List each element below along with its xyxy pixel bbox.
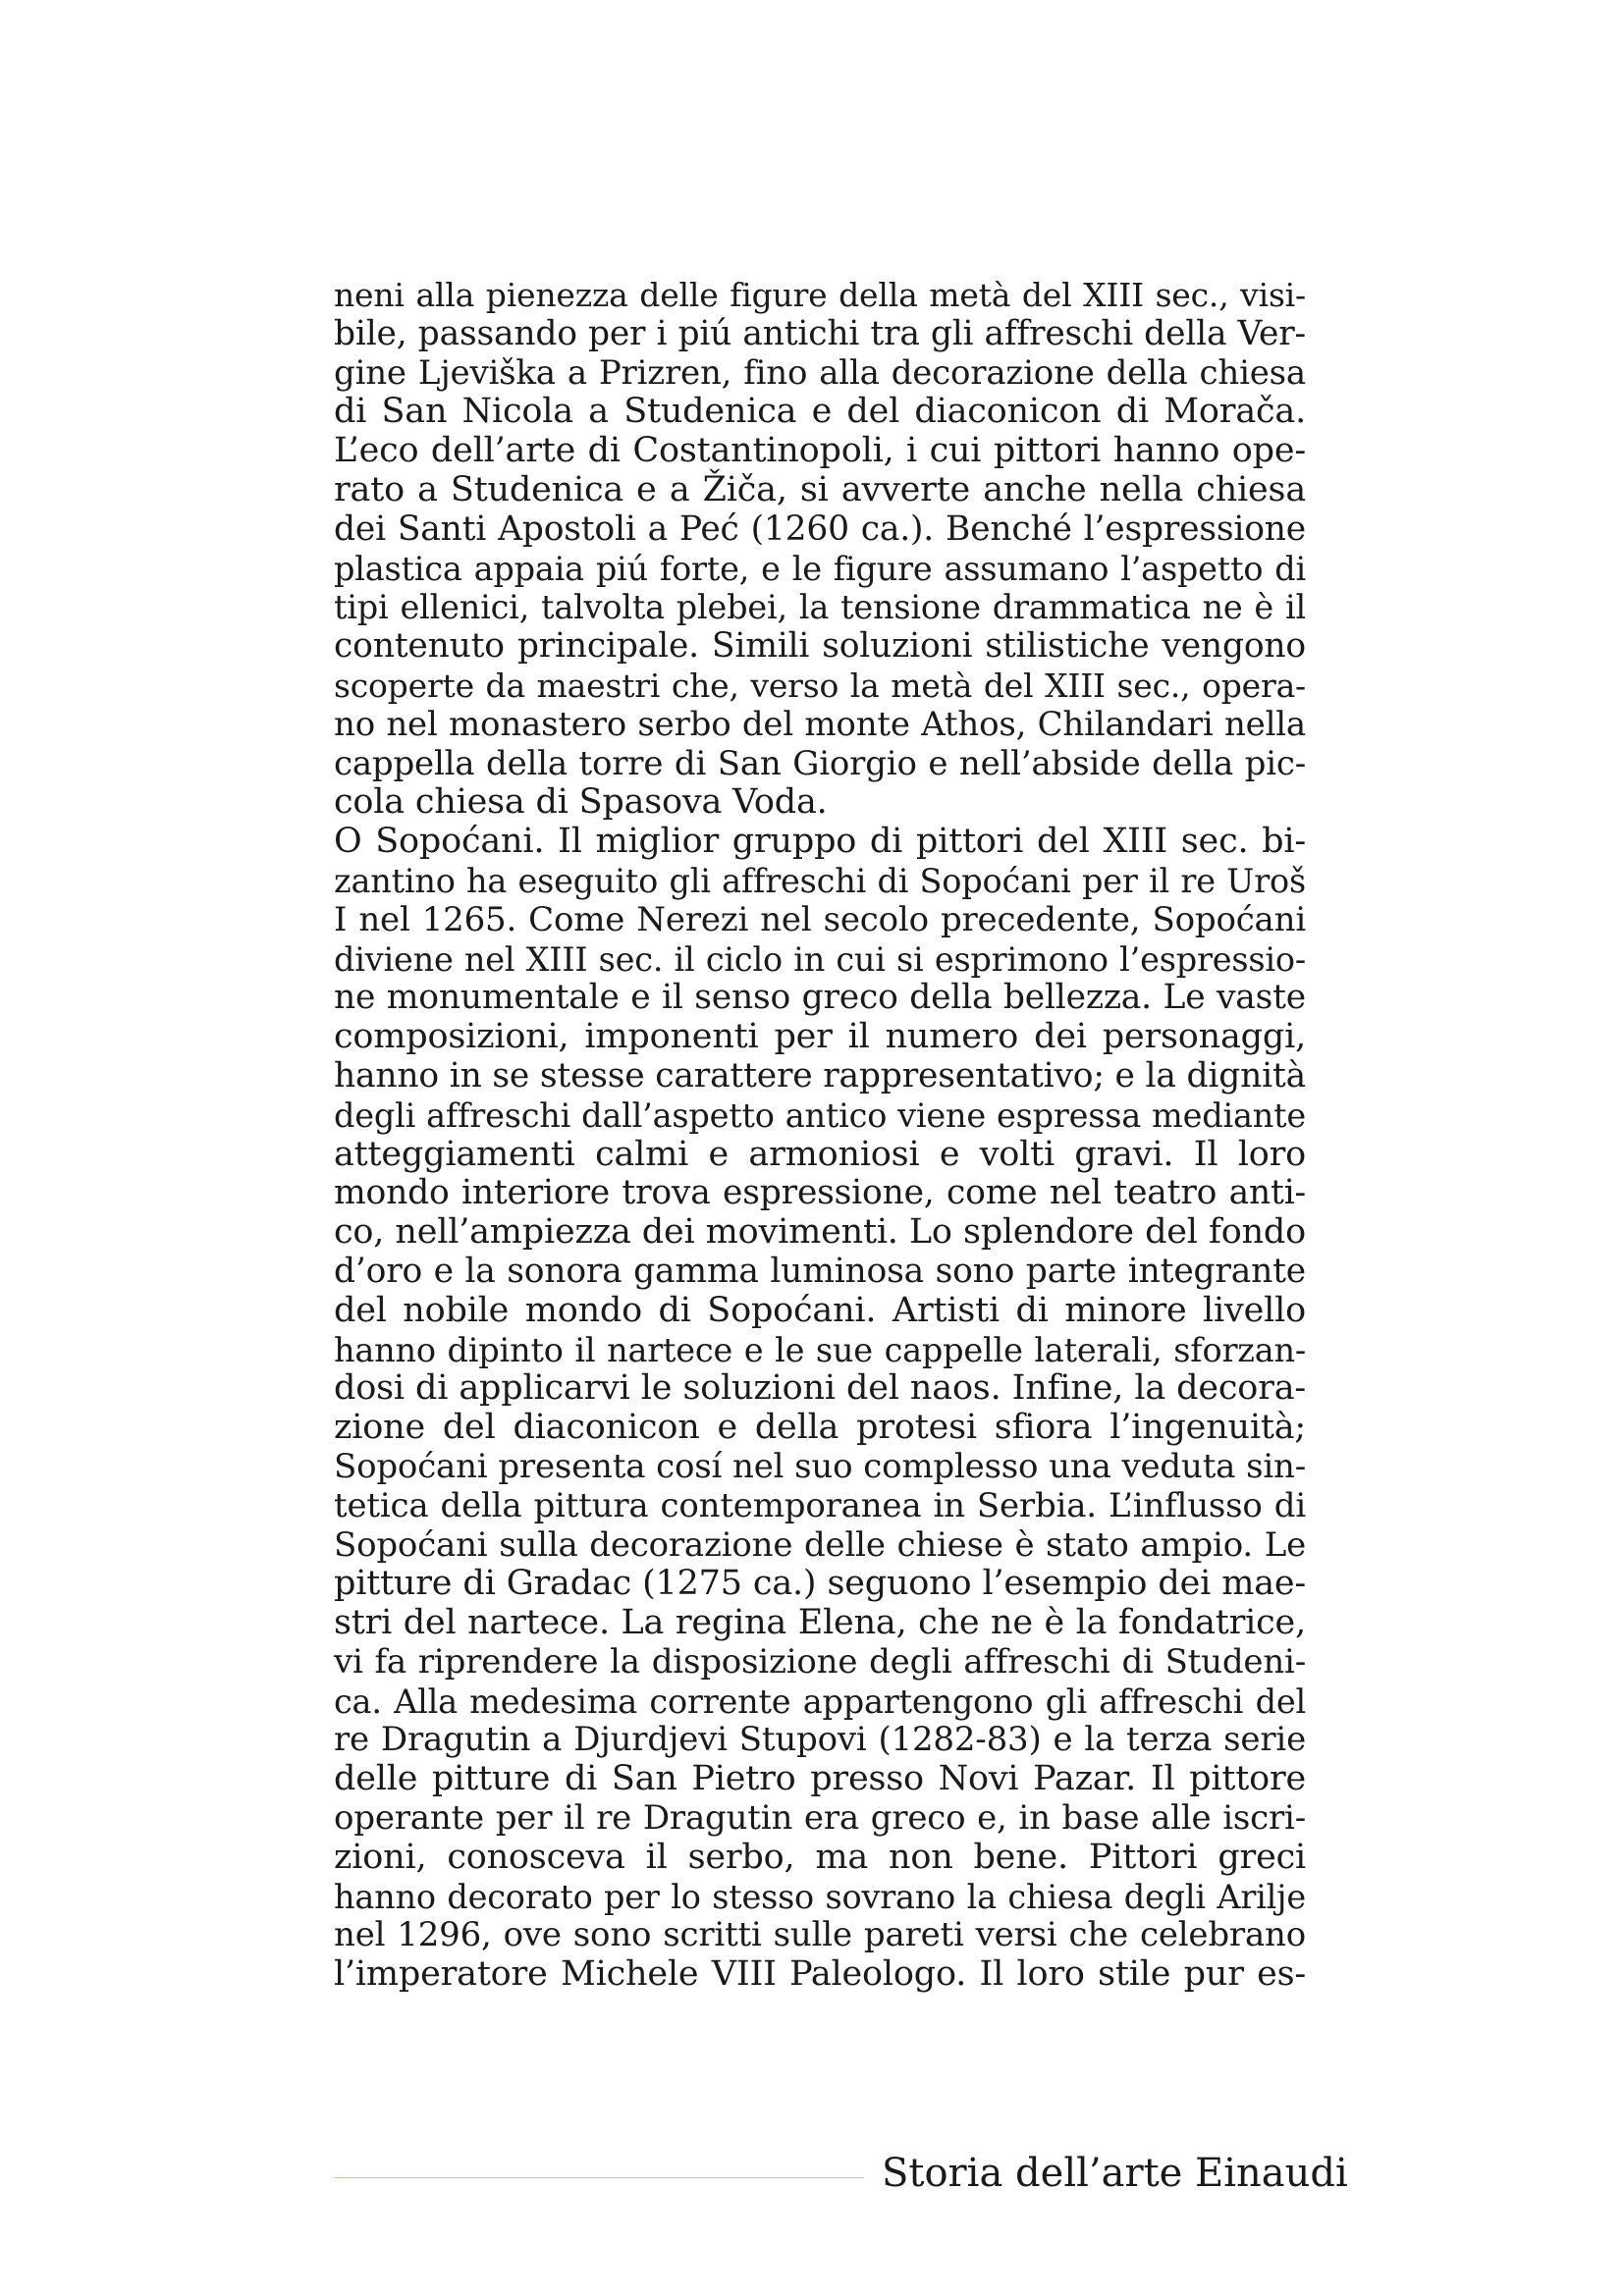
body-line: neni alla pienezza delle figure della metà del XIII sec., visi-: [334, 276, 1306, 314]
body-line: pitture di Gradac (1275 ca.) seguono l’esempio dei mae-: [334, 1564, 1306, 1604]
body-line: dosi di applicarvi le soluzioni del naos. Infine, la decora-: [334, 1368, 1306, 1409]
body-text: [334, 276, 1306, 1995]
body-line: di San Nicola a Studenica e del diaconicon di Morača.: [334, 392, 1306, 432]
body-line: Sopoćani sulla decorazione delle chiese è stato ampio. Le: [334, 1524, 1306, 1565]
body-line: zioni, conosceva il serbo, ma non bene. Pittori greci: [334, 1837, 1306, 1877]
body-line: co, nell’ampiezza dei movimenti. Lo splendore del fondo: [334, 1212, 1306, 1253]
body-line: hanno dipinto il nartece e le sue cappelle laterali, sforzan-: [334, 1330, 1306, 1369]
body-line: scoperte da maestri che, verso la metà del XIII sec., opera-: [334, 666, 1306, 705]
footer-title: Storia dell’arte Einaudi: [882, 2151, 1348, 2196]
body-line: diviene nel XIII sec. il ciclo in cui si esprimono l’espressio-: [334, 939, 1306, 979]
body-line: ca. Alla medesima corrente appartengono gli affreschi del: [334, 1682, 1306, 1721]
body-line: tipi ellenici, talvolta plebei, la tensione drammatica ne è il: [334, 588, 1306, 627]
body-line: d’oro e la sonora gamma luminosa sono parte integrante: [334, 1251, 1306, 1291]
body-line: Sopoćani presenta cosí nel suo complesso una veduta sin-: [334, 1446, 1306, 1486]
body-line: hanno in se stesse carattere rappresentativo; e la dignità: [334, 1055, 1306, 1095]
body-line: degli affreschi dall’aspetto antico viene espressa mediante: [334, 1095, 1306, 1135]
body-line: re Dragutin a Djurdjevi Stupovi (1282-83) e la terza serie: [334, 1720, 1306, 1760]
body-line: no nel monastero serbo del monte Athos, Chilandari nella: [334, 704, 1306, 744]
body-line: vi fa riprendere la disposizione degli affreschi di Studeni-: [334, 1641, 1306, 1682]
body-line: hanno decorato per lo stesso sovrano la chiesa degli Arilje: [334, 1877, 1306, 1916]
body-line: O Sopoćani. Il miglior gruppo di pittori del XIII sec. bi-: [334, 822, 1306, 862]
body-line: L’eco dell’arte di Costantinopoli, i cui pittori hanno ope-: [334, 431, 1306, 471]
body-line: plastica appaia piú forte, e le figure assumano l’aspetto di: [334, 549, 1306, 588]
body-line: contenuto principale. Simili soluzioni stilistiche vengono: [334, 626, 1306, 667]
body-line: l’imperatore Michele VIII Paleologo. Il loro stile pur es-: [334, 1954, 1306, 1995]
body-line: cola chiesa di Spasova Voda.: [334, 782, 828, 823]
body-line: gine Ljeviška a Prizren, fino alla decorazione della chiesa: [334, 352, 1306, 393]
body-line: zione del diaconicon e della protesi sfiora l’ingenuità;: [334, 1408, 1306, 1448]
body-line: stri del nartece. La regina Elena, che ne è la fondatrice,: [334, 1603, 1306, 1643]
body-line: rato a Studenica e a Žiča, si avverte anche nella chiesa: [334, 469, 1306, 509]
body-line: operante per il re Dragutin era greco e, in base alle iscri-: [334, 1798, 1306, 1839]
body-line: dei Santi Apostoli a Peć (1260 ca.). Benché l’espressione: [334, 508, 1306, 549]
body-line: composizioni, imponenti per il numero dei personaggi,: [334, 1017, 1306, 1057]
body-line: del nobile mondo di Sopoćani. Artisti di minore livello: [334, 1290, 1306, 1330]
body-line: atteggiamenti calmi e armoniosi e volti gravi. Il loro: [334, 1134, 1306, 1174]
body-line: ne monumentale e il senso greco della bellezza. Le vaste: [334, 978, 1306, 1018]
body-line: bile, passando per i piú antichi tra gli affreschi della Ver-: [334, 313, 1306, 353]
body-line: I nel 1265. Come Nerezi nel secolo precedente, Sopoćani: [334, 899, 1306, 939]
body-line: tetica della pittura contemporanea in Serbia. L’influsso di: [334, 1485, 1306, 1525]
body-line: mondo interiore trova espressione, come nel teatro anti-: [334, 1173, 1306, 1213]
body-line: nel 1296, ove sono scritti sulle pareti versi che celebrano: [334, 1915, 1306, 1955]
footer-rule: [334, 2177, 864, 2178]
body-line: cappella della torre di San Giorgio e nell’abside della pic-: [334, 743, 1306, 783]
body-line: delle pitture di San Pietro presso Novi Pazar. Il pittore: [334, 1759, 1306, 1799]
body-line: zantino ha eseguito gli affreschi di Sopoćani per il re Uroš: [334, 861, 1306, 900]
